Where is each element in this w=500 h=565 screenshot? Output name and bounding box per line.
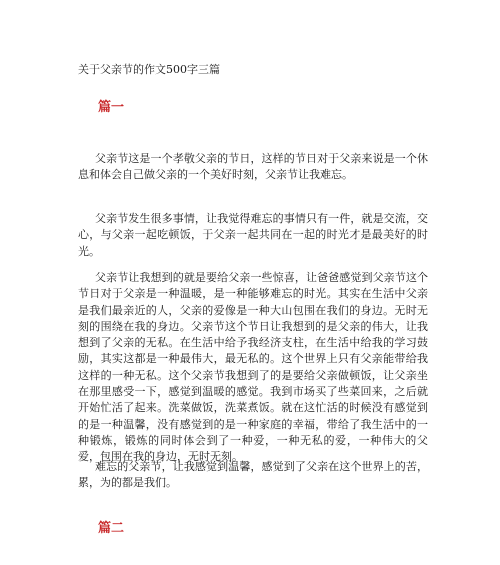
document-title: 关于父亲节的作文500字三篇 [78,63,220,76]
paragraph-3: 父亲节让我想到的就是要给父亲一些惊喜，让爸爸感觉到父亲节这个节日对于父亲是一种温暖，是一种能够难忘的时光。其实在生活中父亲是我们最亲近的人，父亲的爱像是一种大山包围在我们的身边。无时无刻的围绕在我的身边。父亲节这个节日让我想到的是父亲的伟大，让我想到了父亲的无私。在生活中给予我经济支柱，在生活中给我的学习鼓励，其实这都是一种最伟大，最无私的。这个世界上只有父亲能带给我这样的一种无私。这个父亲节我想到了的是要给父亲做顿饭，让父亲坐在那里感受一下，感觉到温暖的感觉。我到市场买了些菜回来，之后就开始忙活了起来。洗菜做饭，洗菜煮饭。就在这忙活的时候没有感觉到的是一种温馨，没有感觉到的是一种家庭的幸福，带给了我生活中的一种锻炼，锻炼的同时体会到了一种爱，一种无私的爱，一种伟大的父爱，包围在我的身边，无时无刻。 [78,271,428,464]
paragraph-2: 父亲节发生很多事情，让我觉得难忘的事情只有一件，就是交流，交心，与父亲一起吃顿饭，于父亲一起共同在一起的时光才是最美好的时光。 [78,212,428,258]
paragraph-4: 难忘的父亲节，让我感觉到温馨，感觉到了父亲在这个世界上的苦，累，为的都是我们。 [78,460,428,490]
section-heading-1: 篇一 [98,100,125,115]
paragraph-1: 父亲节这是一个孝敬父亲的节日，这样的节日对于父亲来说是一个休息和体会自己做父亲的一个美好时刻，父亲节让我难忘。 [78,152,428,182]
section-heading-2: 篇二 [98,521,125,536]
